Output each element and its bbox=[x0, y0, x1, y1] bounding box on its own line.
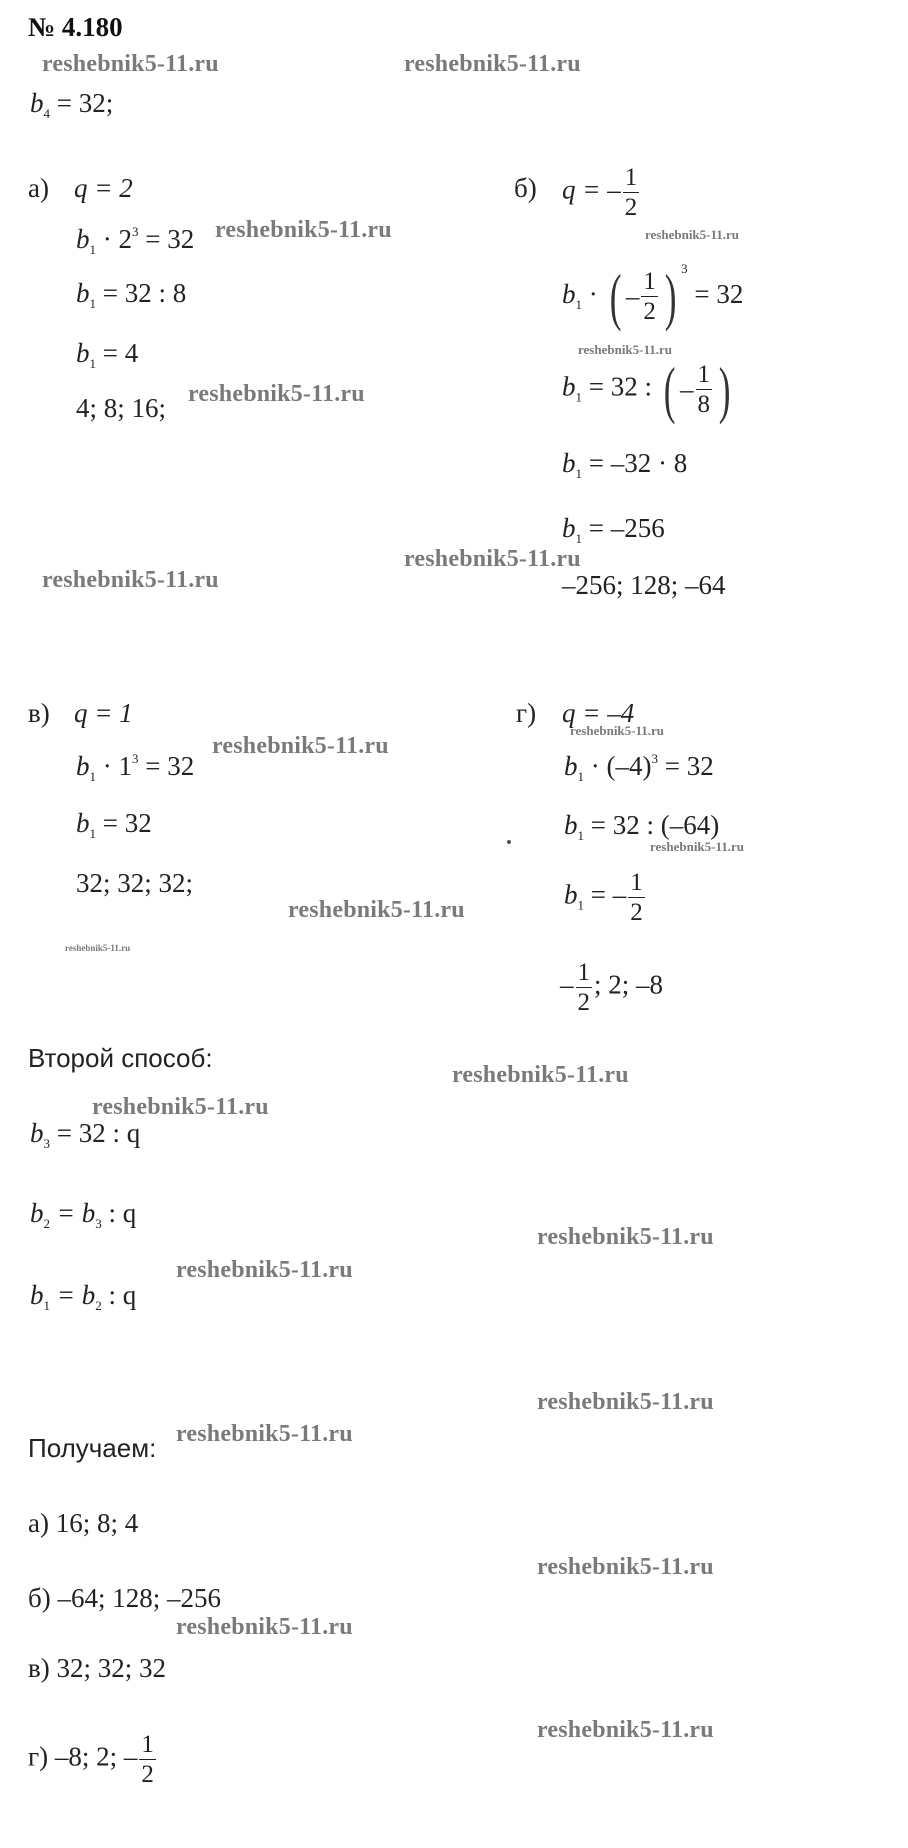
watermark: reshebnik5-11.ru bbox=[92, 1094, 269, 1120]
second-method-row-3: $b_1 = b_2$ : q bbox=[30, 1280, 137, 1313]
second-method-row-2: $b_2 = b_3$ : q bbox=[30, 1198, 137, 1231]
watermark: reshebnik5-11.ru bbox=[452, 1062, 629, 1088]
watermark: reshebnik5-11.ru bbox=[404, 51, 581, 77]
watermark: reshebnik5-11.ru bbox=[537, 1224, 714, 1250]
watermark: reshebnik5-11.ru bbox=[537, 1554, 714, 1580]
watermark: reshebnik5-11.ru bbox=[537, 1717, 714, 1743]
part-b-label: б) bbox=[514, 173, 537, 203]
part-a-label: а) bbox=[28, 173, 49, 203]
part-v-answer: 32; 32; 32; bbox=[76, 868, 194, 898]
problem-number: № 4.180 bbox=[28, 12, 123, 42]
part-g-line-3: $b_1$ = – $\frac{1}{2}$ bbox=[564, 869, 643, 926]
watermark: reshebnik5-11.ru bbox=[537, 1389, 714, 1415]
watermark: reshebnik5-11.ru bbox=[570, 723, 665, 738]
part-g-q: q = –4 bbox=[562, 698, 635, 728]
watermark: reshebnik5-11.ru bbox=[645, 227, 740, 242]
part-g-line-1: $b_1 \cdot (-4)^3 = 32$ bbox=[564, 751, 714, 784]
part-v-label: в) bbox=[28, 698, 50, 728]
watermark: reshebnik5-11.ru bbox=[176, 1614, 353, 1640]
part-v-line-2: $b_1 = 32$ bbox=[76, 808, 152, 841]
watermark: reshebnik5-11.ru bbox=[176, 1257, 353, 1283]
part-b-line-3: $b_1 = -32 \cdot 8$ bbox=[562, 448, 688, 481]
part-a-line-1: $b_1 \cdot 2^3 = 32$ bbox=[76, 224, 195, 257]
watermark: reshebnik5-11.ru bbox=[578, 342, 673, 357]
watermark: reshebnik5-11.ru bbox=[188, 381, 365, 407]
stray-dot bbox=[507, 840, 511, 844]
watermark: reshebnik5-11.ru bbox=[212, 733, 389, 759]
part-a-line-2: $b_1 = 32$ : 8 bbox=[76, 278, 187, 311]
part-g-answer: – $\frac{1}{2}$ ; 2; –8 bbox=[560, 959, 664, 1016]
part-b-q: q = – $\frac{1}{2}$ bbox=[562, 164, 638, 221]
watermark: reshebnik5-11.ru bbox=[176, 1421, 353, 1447]
watermark: reshebnik5-11.ru bbox=[288, 897, 465, 923]
watermark: reshebnik5-11.ru bbox=[65, 943, 131, 953]
watermark: reshebnik5-11.ru bbox=[650, 839, 745, 854]
part-a-answer: 4; 8; 16; bbox=[76, 393, 167, 423]
part-g-line-2: $b_1 = 32$ : (–64) bbox=[564, 810, 720, 843]
result-g: г) –8; 2; – $\frac{1}{2}$ bbox=[28, 1731, 154, 1788]
watermark: reshebnik5-11.ru bbox=[404, 546, 581, 572]
part-b-line-1: $b_1$ · ( – $\frac{1}{2}$ ) $^3$ = 32 bbox=[562, 261, 744, 333]
part-v-line-1: $b_1 \cdot 1^3 = 32$ bbox=[76, 751, 195, 784]
watermark: reshebnik5-11.ru bbox=[215, 217, 392, 243]
given-b4: $b_4 = 32$; bbox=[30, 88, 114, 121]
second-method-row-1: $b_3 = 32$ : q bbox=[30, 1118, 141, 1151]
result-a: а) 16; 8; 4 bbox=[28, 1508, 139, 1538]
result-b: б) –64; 128; –256 bbox=[28, 1583, 221, 1613]
part-b-answer: –256; 128; –64 bbox=[562, 570, 726, 600]
second-method-title: Второй способ: bbox=[28, 1043, 213, 1073]
result-title: Получаем: bbox=[28, 1433, 157, 1463]
watermark: reshebnik5-11.ru bbox=[42, 51, 219, 77]
part-b-line-2: $b_1 = 32$ : ( – $\frac{1}{8}$ ) bbox=[562, 353, 731, 425]
part-a-line-3: $b_1 = 4$ bbox=[76, 338, 139, 371]
part-a-q: q = 2 bbox=[74, 173, 133, 203]
part-g-label: г) bbox=[516, 698, 537, 728]
part-b-line-4: $b_1 = -256$ bbox=[562, 513, 665, 546]
part-v-q: q = 1 bbox=[74, 698, 133, 728]
result-v: в) 32; 32; 32 bbox=[28, 1653, 166, 1683]
watermark: reshebnik5-11.ru bbox=[42, 567, 219, 593]
